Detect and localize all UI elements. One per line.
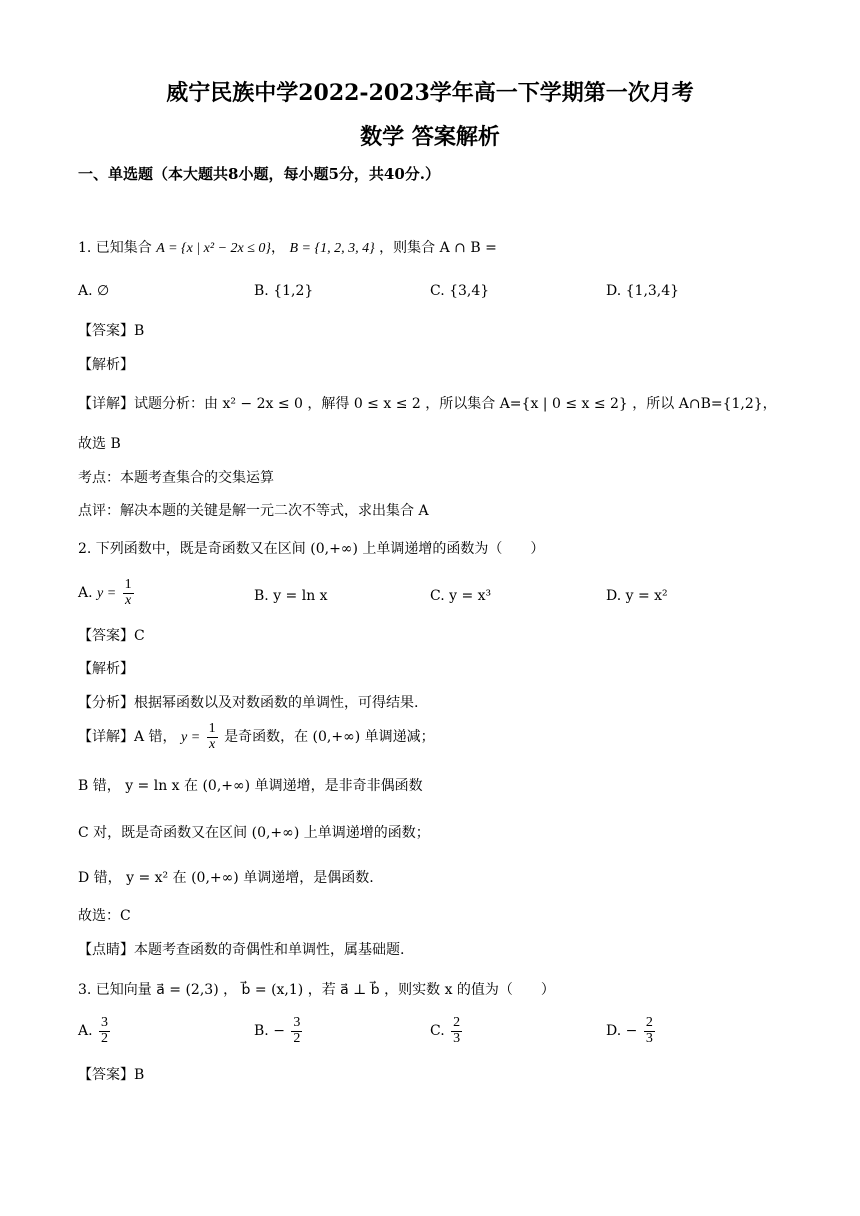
q3-option-b-label: B. − xyxy=(254,1023,285,1040)
q2-answer: 【答案】C xyxy=(78,628,145,644)
q1-stem-suffix: ，则集合 A ∩ B = xyxy=(379,240,497,256)
q3-option-c-fraction xyxy=(451,1016,462,1046)
q3-answer: 【答案】B xyxy=(78,1067,145,1083)
document-subtitle: 数学 答案解析 xyxy=(360,124,500,150)
q2-fenxi: 【分析】根据幂函数以及对数函数的单调性，可得结果. xyxy=(78,695,419,711)
q3-option-a xyxy=(78,1016,112,1046)
q3-option-d xyxy=(606,1016,657,1046)
fraction-numerator: 3 xyxy=(293,1015,301,1030)
fraction-denominator: 2 xyxy=(101,1030,109,1046)
fraction-numerator: 1 xyxy=(124,577,132,592)
section-heading: 一、单选题（本大题共8小题，每小题5分，共40分.） xyxy=(78,165,440,183)
fraction-numerator: 3 xyxy=(101,1015,109,1030)
q2-option-a xyxy=(78,578,136,608)
q2-option-d: D. y = x² xyxy=(606,588,668,604)
q1-answer: 【答案】B xyxy=(78,323,145,339)
q1-stem: 1. 已知集合 A = {x | x² − 2x ≤ 0}， B = {1, 2, 3, 4} ，则集合 A ∩ B = xyxy=(78,240,497,256)
q1-option-b: B. {1,2} xyxy=(254,283,314,299)
fraction-denominator: x xyxy=(125,592,132,608)
q1-option-d: D. {1,3,4} xyxy=(606,283,680,299)
q2-option-b: B. y = ln x xyxy=(254,588,328,604)
q1-dianping: 点评：解决本题的关键是解一元二次不等式，求出集合 A xyxy=(78,503,429,519)
q1-conclusion: 故选 B xyxy=(78,436,121,452)
q2-detail-a-suffix: 是奇函数，在 (0,+∞) 单调递减； xyxy=(224,729,435,746)
q2-detail-c: C 对，既是奇函数又在区间 (0,+∞) 上单调递增的函数； xyxy=(78,825,430,841)
q1-set-a: A = {x | x² − 2x ≤ 0} xyxy=(156,241,272,256)
fraction-denominator: 2 xyxy=(293,1030,301,1046)
q2-detail-b: B 错， y = ln x 在 (0,+∞) 单调递增，是非奇非偶函数 xyxy=(78,778,423,794)
q2-detail-a-prefix: 【详解】A 错， xyxy=(78,729,177,746)
q1-analysis-label: 【解析】 xyxy=(78,357,134,373)
q2-conclusion: 故选：C xyxy=(78,908,131,924)
q2-detail-a-lhs: y = xyxy=(181,730,201,746)
q1-option-a: A. ∅ xyxy=(78,283,110,299)
q2-analysis-label: 【解析】 xyxy=(78,661,134,677)
q2-option-a-label: A. xyxy=(78,585,93,602)
q3-option-c xyxy=(430,1016,464,1046)
q2-detail-a xyxy=(78,722,435,752)
q3-option-d-fraction xyxy=(644,1016,655,1046)
q3-option-a-fraction xyxy=(99,1016,110,1046)
q2-detail-d: D 错， y = x² 在 (0,+∞) 单调递增，是偶函数. xyxy=(78,870,374,886)
q2-option-c: C. y = x³ xyxy=(430,588,492,604)
q2-option-a-lhs: y = xyxy=(97,586,117,602)
q2-option-a-fraction xyxy=(123,578,134,608)
document-title: 威宁民族中学2022-2023学年高一下学期第一次月考 xyxy=(166,80,694,106)
q3-stem: 3. 已知向量 a⃗ = (2,3) ， b⃗ = (x,1) ，若 a⃗ ⊥ b⃗ ，则实数 x 的值为（ ） xyxy=(78,982,555,998)
q1-detail: 【详解】试题分析：由 x² − 2x ≤ 0 ，解得 0 ≤ x ≤ 2 ，所以集合 A={x | 0 ≤ x ≤ 2} ，所以 A∩B={1,2}， xyxy=(78,396,777,412)
q1-set-b: B = {1, 2, 3, 4} xyxy=(289,241,375,256)
fraction-denominator: 3 xyxy=(453,1030,461,1046)
q3-option-b-fraction xyxy=(291,1016,302,1046)
q2-dianjing: 【点睛】本题考查函数的奇偶性和单调性，属基础题. xyxy=(78,942,405,958)
fraction-denominator: x xyxy=(209,736,216,752)
q3-option-d-label: D. − xyxy=(606,1023,638,1040)
fraction-denominator: 3 xyxy=(645,1030,653,1046)
q1-kaodian: 考点：本题考查集合的交集运算 xyxy=(78,470,274,486)
q3-option-a-label: A. xyxy=(78,1023,93,1040)
q2-detail-a-fraction xyxy=(207,722,218,752)
q2-stem: 2. 下列函数中，既是奇函数又在区间 (0,+∞) 上单调递增的函数为（ ） xyxy=(78,541,545,557)
q1-stem-prefix: 1. 已知集合 xyxy=(78,240,152,256)
q3-option-b xyxy=(254,1016,304,1046)
q3-option-c-label: C. xyxy=(430,1023,445,1040)
q1-option-c: C. {3,4} xyxy=(430,283,490,299)
fraction-numerator: 2 xyxy=(645,1015,653,1030)
fraction-numerator: 2 xyxy=(453,1015,461,1030)
fraction-numerator: 1 xyxy=(208,721,216,736)
